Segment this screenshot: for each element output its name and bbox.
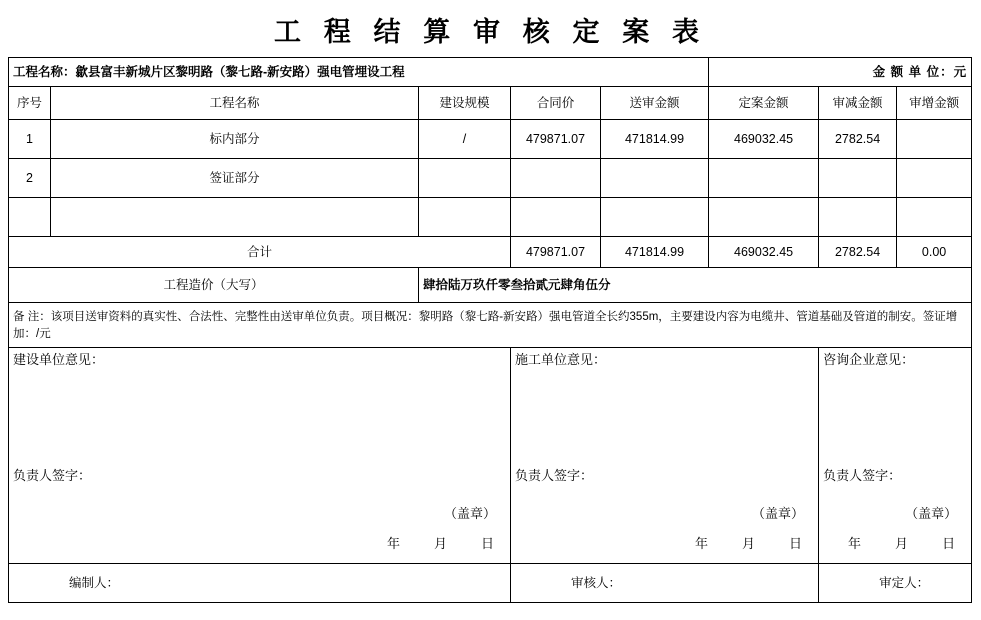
row-reduced [819,159,897,198]
row-scale [419,198,511,237]
opinion-signer-label: 负责人签字： [823,468,902,483]
row-submitted [601,159,709,198]
row-increased [897,198,972,237]
footer-row [9,564,972,603]
header-increased: 审增金额 [897,87,972,120]
row-increased [897,159,972,198]
table-row [9,120,972,159]
note-row [9,303,972,348]
header-scale: 建设规模 [419,87,511,120]
row-name: 签证部分 [51,159,419,198]
total-final: 469032.45 [709,237,819,268]
row-final [709,198,819,237]
opinion-date-month: 月 [433,536,447,552]
row-scale: / [419,120,511,159]
project-name-value: 歙县富丰新城片区黎明路（黎七路-新安路）强电管埋设工程 [75,64,405,79]
opinion-date-year: 年 [848,536,862,552]
row-name [51,198,419,237]
opinion-date-year: 年 [695,536,709,552]
table-header-row [9,87,972,120]
capital-amount-row [9,268,972,303]
opinion-cell-construction-unit [9,348,511,564]
table-row [9,159,972,198]
opinion-signer-label: 负责人签字： [13,468,92,483]
opinions-row [9,348,972,564]
opinion-date-month: 月 [895,536,909,552]
opinion-seal-label: （盖章） [443,506,496,521]
project-name-label: 工程名称： [13,64,76,79]
row-contract [511,159,601,198]
row-reduced [819,198,897,237]
opinion-signer-label: 负责人签字： [515,468,594,483]
row-no: 1 [9,120,51,159]
footer-reviewer: 审核人： [511,564,819,603]
total-label: 合计 [9,237,511,268]
opinion-date [387,536,494,553]
amount-unit-cell: 金 额 单 位：元 [709,58,972,87]
opinion-date-day: 日 [789,536,803,552]
header-reduced: 审减金额 [819,87,897,120]
header-no: 序号 [9,87,51,120]
capital-amount-label: 工程造价（大写） [9,268,419,303]
note-label: 备 注： [13,311,51,324]
opinion-date [695,536,802,553]
header-final: 定案金额 [709,87,819,120]
opinion-date-day: 日 [480,536,494,552]
header-contract: 合同价 [511,87,601,120]
total-contract: 479871.07 [511,237,601,268]
opinion-date [848,536,955,553]
table-row [9,198,972,237]
row-submitted [601,198,709,237]
total-reduced: 2782.54 [819,237,897,268]
opinion-date-month: 月 [742,536,756,552]
header-submitted: 送审金额 [601,87,709,120]
header-name: 工程名称 [51,87,419,120]
row-submitted: 471814.99 [601,120,709,159]
project-name-cell [9,58,709,87]
row-no [9,198,51,237]
row-final: 469032.45 [709,120,819,159]
row-contract [511,198,601,237]
row-no: 2 [9,159,51,198]
row-final [709,159,819,198]
footer-preparer: 编制人： [9,564,511,603]
capital-amount-value: 肆拾陆万玖仟零叁拾贰元肆角伍分 [419,268,972,303]
opinion-date-day: 日 [942,536,956,552]
opinion-cell-contractor-unit [511,348,819,564]
total-submitted: 471814.99 [601,237,709,268]
opinion-date-year: 年 [386,536,400,552]
row-increased [897,120,972,159]
footer-approver: 审定人： [819,564,972,603]
row-scale [419,159,511,198]
note-cell [9,303,972,348]
note-text: 该项目送审资料的真实性、合法性、完整性由送审单位负责。项目概况：黎明路（黎七路-新安路）强电管道全长约355m，主要建设内容为电缆井、管道基础及管道的制安。签证增加：/元 [13,311,958,340]
total-increased: 0.00 [897,237,972,268]
settlement-audit-table [8,57,972,603]
table-total-row [9,237,972,268]
opinion-cell-consulting-firm [819,348,972,564]
project-name-row [9,58,972,87]
opinion-title: 建设单位意见： [13,352,105,367]
opinion-seal-label: （盖章） [752,506,805,521]
row-name: 标内部分 [51,120,419,159]
row-contract: 479871.07 [511,120,601,159]
opinion-seal-label: （盖章） [905,506,958,521]
opinion-title: 施工单位意见： [515,352,607,367]
row-reduced: 2782.54 [819,120,897,159]
opinion-title: 咨询企业意见： [823,352,915,367]
page-title: 工 程 结 算 审 核 定 案 表 [274,17,707,47]
